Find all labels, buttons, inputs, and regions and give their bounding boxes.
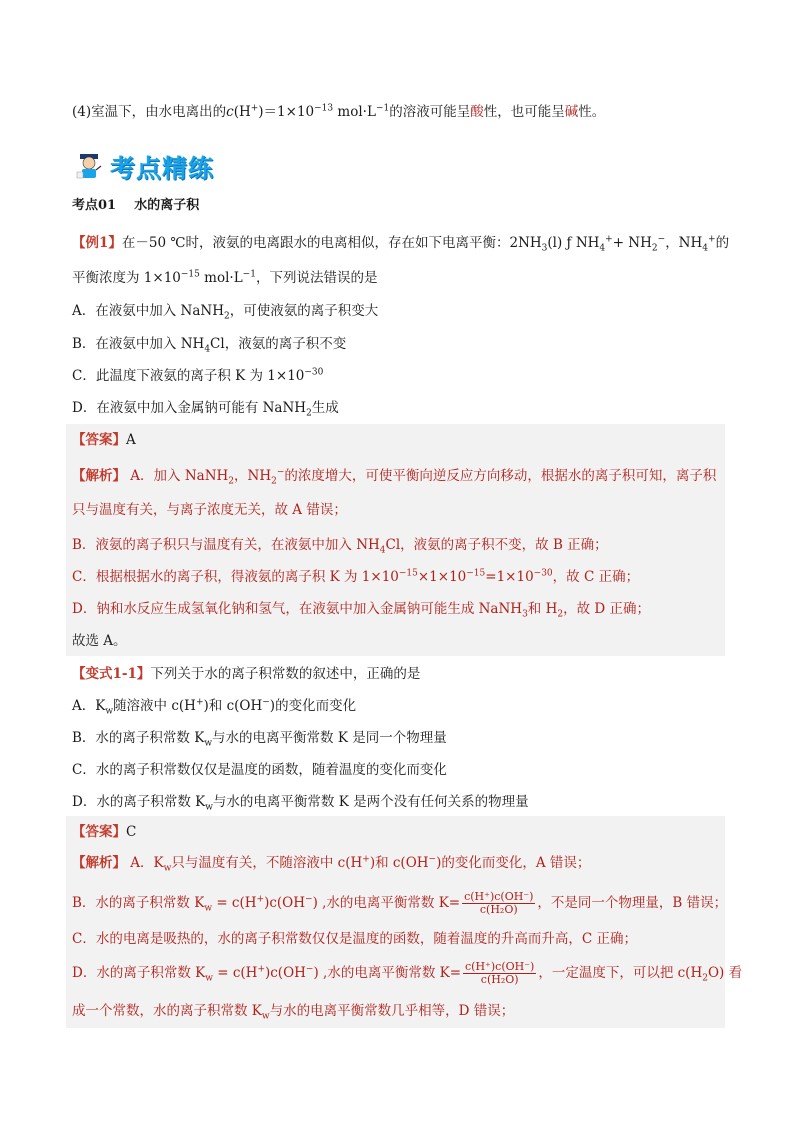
section-title: 考点01 水的离子积 xyxy=(72,198,200,213)
banner-title: 考点精练 xyxy=(110,154,215,183)
example1-line1: 【例1】在－50 ℃时，液氨的电离跟水的电离相似，存在如下电离平衡：$2NH_3(l)$ ƒ $NH_4^++ NH_2^-$，$NH_4^+$的 xyxy=(72,234,730,254)
variant1-explanation-line5: 成一个常数，水的离子积常数 $K_w$与水的电离平衡常数几乎相等，D 错误； xyxy=(72,1003,515,1022)
variant1-question: 【变式1-1】下列关于水的离子积常数的叙述中，正确的是 xyxy=(72,666,421,682)
equilibrium-constant-fraction-d: $\frac{c(H^+)c(OH^-)}{\text{c(H₂O)}}$ xyxy=(465,960,535,986)
example1-option-b: B．在液氨中加入 $NH_4Cl$，液氨的离子积不变 xyxy=(72,336,347,355)
variant1-option-c: C．水的离子积常数仅仅是温度的函数，随着温度的变化而变化 xyxy=(72,762,447,778)
student-mascot-icon xyxy=(74,152,104,182)
example1-line2: 平衡浓度为 $1\times 10^{-15}$ $mol\cdot L^{-1}$，下列说法错误的是 xyxy=(72,269,378,286)
variant1-option-b: B．水的离子积常数 $K_w$与水的电离平衡常数 K 是同一个物理量 xyxy=(72,730,447,749)
example1-explanation-line1: 【解析】 A．加入 NaNH$_2$，$NH_2^-$的浓度增大，可使平衡向逆反应方向移动，根据水的离子积可知，离子积 xyxy=(72,467,717,487)
section-banner xyxy=(74,150,214,184)
example1-explanation-line3: B．液氨的离子积只与温度有关，在液氨中加入 $NH_4Cl$，液氨的离子积不变，故 B 正确； xyxy=(72,537,608,556)
example1-option-c: C．此温度下液氨的离子积 K 为 $1\times 10^{-30}$ xyxy=(72,367,324,384)
variant1-option-a: A．$K_w$随溶液中 c(H+)和 c(OH−)的变化而变化 xyxy=(72,697,357,717)
example1-explanation-line2: 只与温度有关，与离子浓度无关，故 A 错误； xyxy=(72,502,347,518)
variant1-answer: 【答案】C xyxy=(72,824,137,840)
example1-answer: 【答案】A xyxy=(72,432,136,448)
variant1-option-d: D．水的离子积常数 $K_w$与水的电离平衡常数 K 是两个没有任何关系的物理量 xyxy=(72,794,529,813)
example1-explanation-line6: 故选 A。 xyxy=(72,633,127,649)
equilibrium-constant-fraction: $\frac{c(H^+)c(OH^-)}{\text{c(H₂O)}}$ xyxy=(464,890,534,916)
example1-explanation-line5: D．钠和水反应生成氢氧化钠和氢气，在液氨中加入金属钠可能生成 NaNH$_3$和 $H_2$，故 D 正确； xyxy=(72,601,651,620)
example1-explanation-line4: C．根据根据水的离子积，得液氨的离子积 K 为 $1\times 10^{-15}\times 1\times 10^{-15}=1\times 10^{-30}$，故 C 正确； xyxy=(72,568,640,585)
variant1-answer-block xyxy=(66,816,728,1028)
variant1-explanation-line4: D．水的离子积常数 $K_w = c(H^+)c(OH^-)$ ,水的电离平衡常数 K= $\frac{c(H^+)c(OH^-)}{\text{c(H₂O)}}$ ，一定温度下，可以把 $c(H_2O)$ 看 xyxy=(72,960,743,986)
variant1-explanation-line3: C．水的电离是吸热的，水的离子积常数仅仅是温度的函数，随着温度的升高而升高，C 正确； xyxy=(72,931,637,947)
example1-option-d: D．在液氨中加入金属钠可能有 NaNH$_2$生成 xyxy=(72,400,339,419)
intro-line: (4)室温下，由水电离出的$c(H^+)=1\times 10^{-13}$ $mol\cdot L^{-1}$的溶液可能呈酸性，也可能呈碱性。 xyxy=(72,103,606,120)
example1-option-a: A．在液氨中加入 NaNH$_2$，可使液氨的离子积变大 xyxy=(72,303,379,322)
variant1-explanation-line2: B．水的离子积常数 $K_w = c(H^+)c(OH^-)$ ,水的电离平衡常数 K= $\frac{c(H^+)c(OH^-)}{\text{c(H₂O)}}$ ，不是同一个物理量，B 错误； xyxy=(72,890,728,916)
variant1-explanation-line1: 【解析】 A．$K_w$只与温度有关，不随溶液中 c(H+)和 c(OH−)的变化而变化，A 错误； xyxy=(72,854,591,874)
